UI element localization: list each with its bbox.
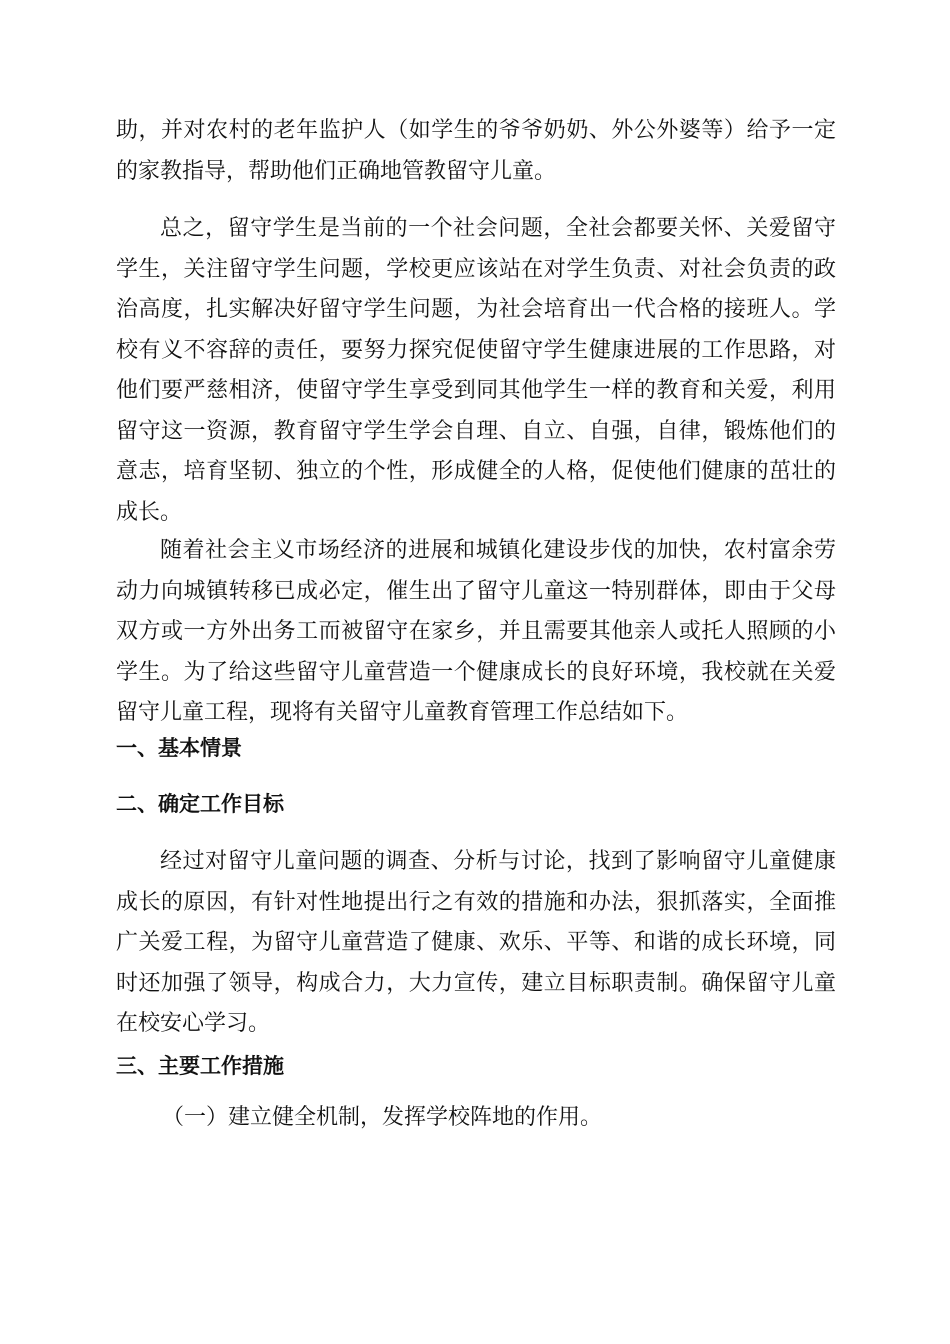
paragraph-continuation: 助，并对农村的老年监护人（如学生的爷爷奶奶、外公外婆等）给予一定的家教指导，帮助他们正确地管教留守儿童。 bbox=[116, 118, 836, 184]
subheading-measure-one: （一）建立健全机制，发挥学校阵地的作用。 bbox=[162, 1105, 603, 1130]
heading-work-goals: 二、确定工作目标 bbox=[116, 792, 284, 816]
paragraph-summary: 总之，留守学生是当前的一个社会问题，全社会都要关怀、关爱留守学生，关注留守学生问题，学校更应该站在对学生负责、对社会负责的政治高度，扎实解决好留守学生问题，为社会培育出一代合格的接班人。学校有义不容辞的责任，要努力探究促使留守学生健康进展的工作思路，对他们要严慈相济，使留守学生享受到同其他学生一样的教育和关爱，利用留守这一资源，教育留守学生学会自理、自立、自强，自律，锻炼他们的意志，培育坚韧、独立的个性，形成健全的人格，促使他们健康的茁壮的成长。 bbox=[116, 216, 836, 525]
heading-main-measures: 三、主要工作措施 bbox=[116, 1054, 284, 1078]
paragraph-goals: 经过对留守儿童问题的调查、分析与讨论，找到了影响留守儿童健康成长的原因，有针对性地提出行之有效的措施和办法，狠抓落实，全面推广关爱工程，为留守儿童营造了健康、欢乐、平等、和谐的成长环境，同时还加强了领导，构成合力，大力宣传，建立目标职责制。确保留守儿童在校安心学习。 bbox=[116, 849, 836, 1036]
heading-basic-situation: 一、基本情景 bbox=[116, 736, 242, 760]
paragraph-background: 随着社会主义市场经济的进展和城镇化建设步伐的加快，农村富余劳动力向城镇转移已成必定，催生出了留守儿童这一特别群体，即由于父母双方或一方外出务工而被留守在家乡，并且需要其他亲人或托人照顾的小学生。为了给这些留守儿童营造一个健康成长的良好环境，我校就在关爱留守儿童工程，现将有关留守儿童教育管理工作总结如下。 bbox=[116, 538, 836, 725]
